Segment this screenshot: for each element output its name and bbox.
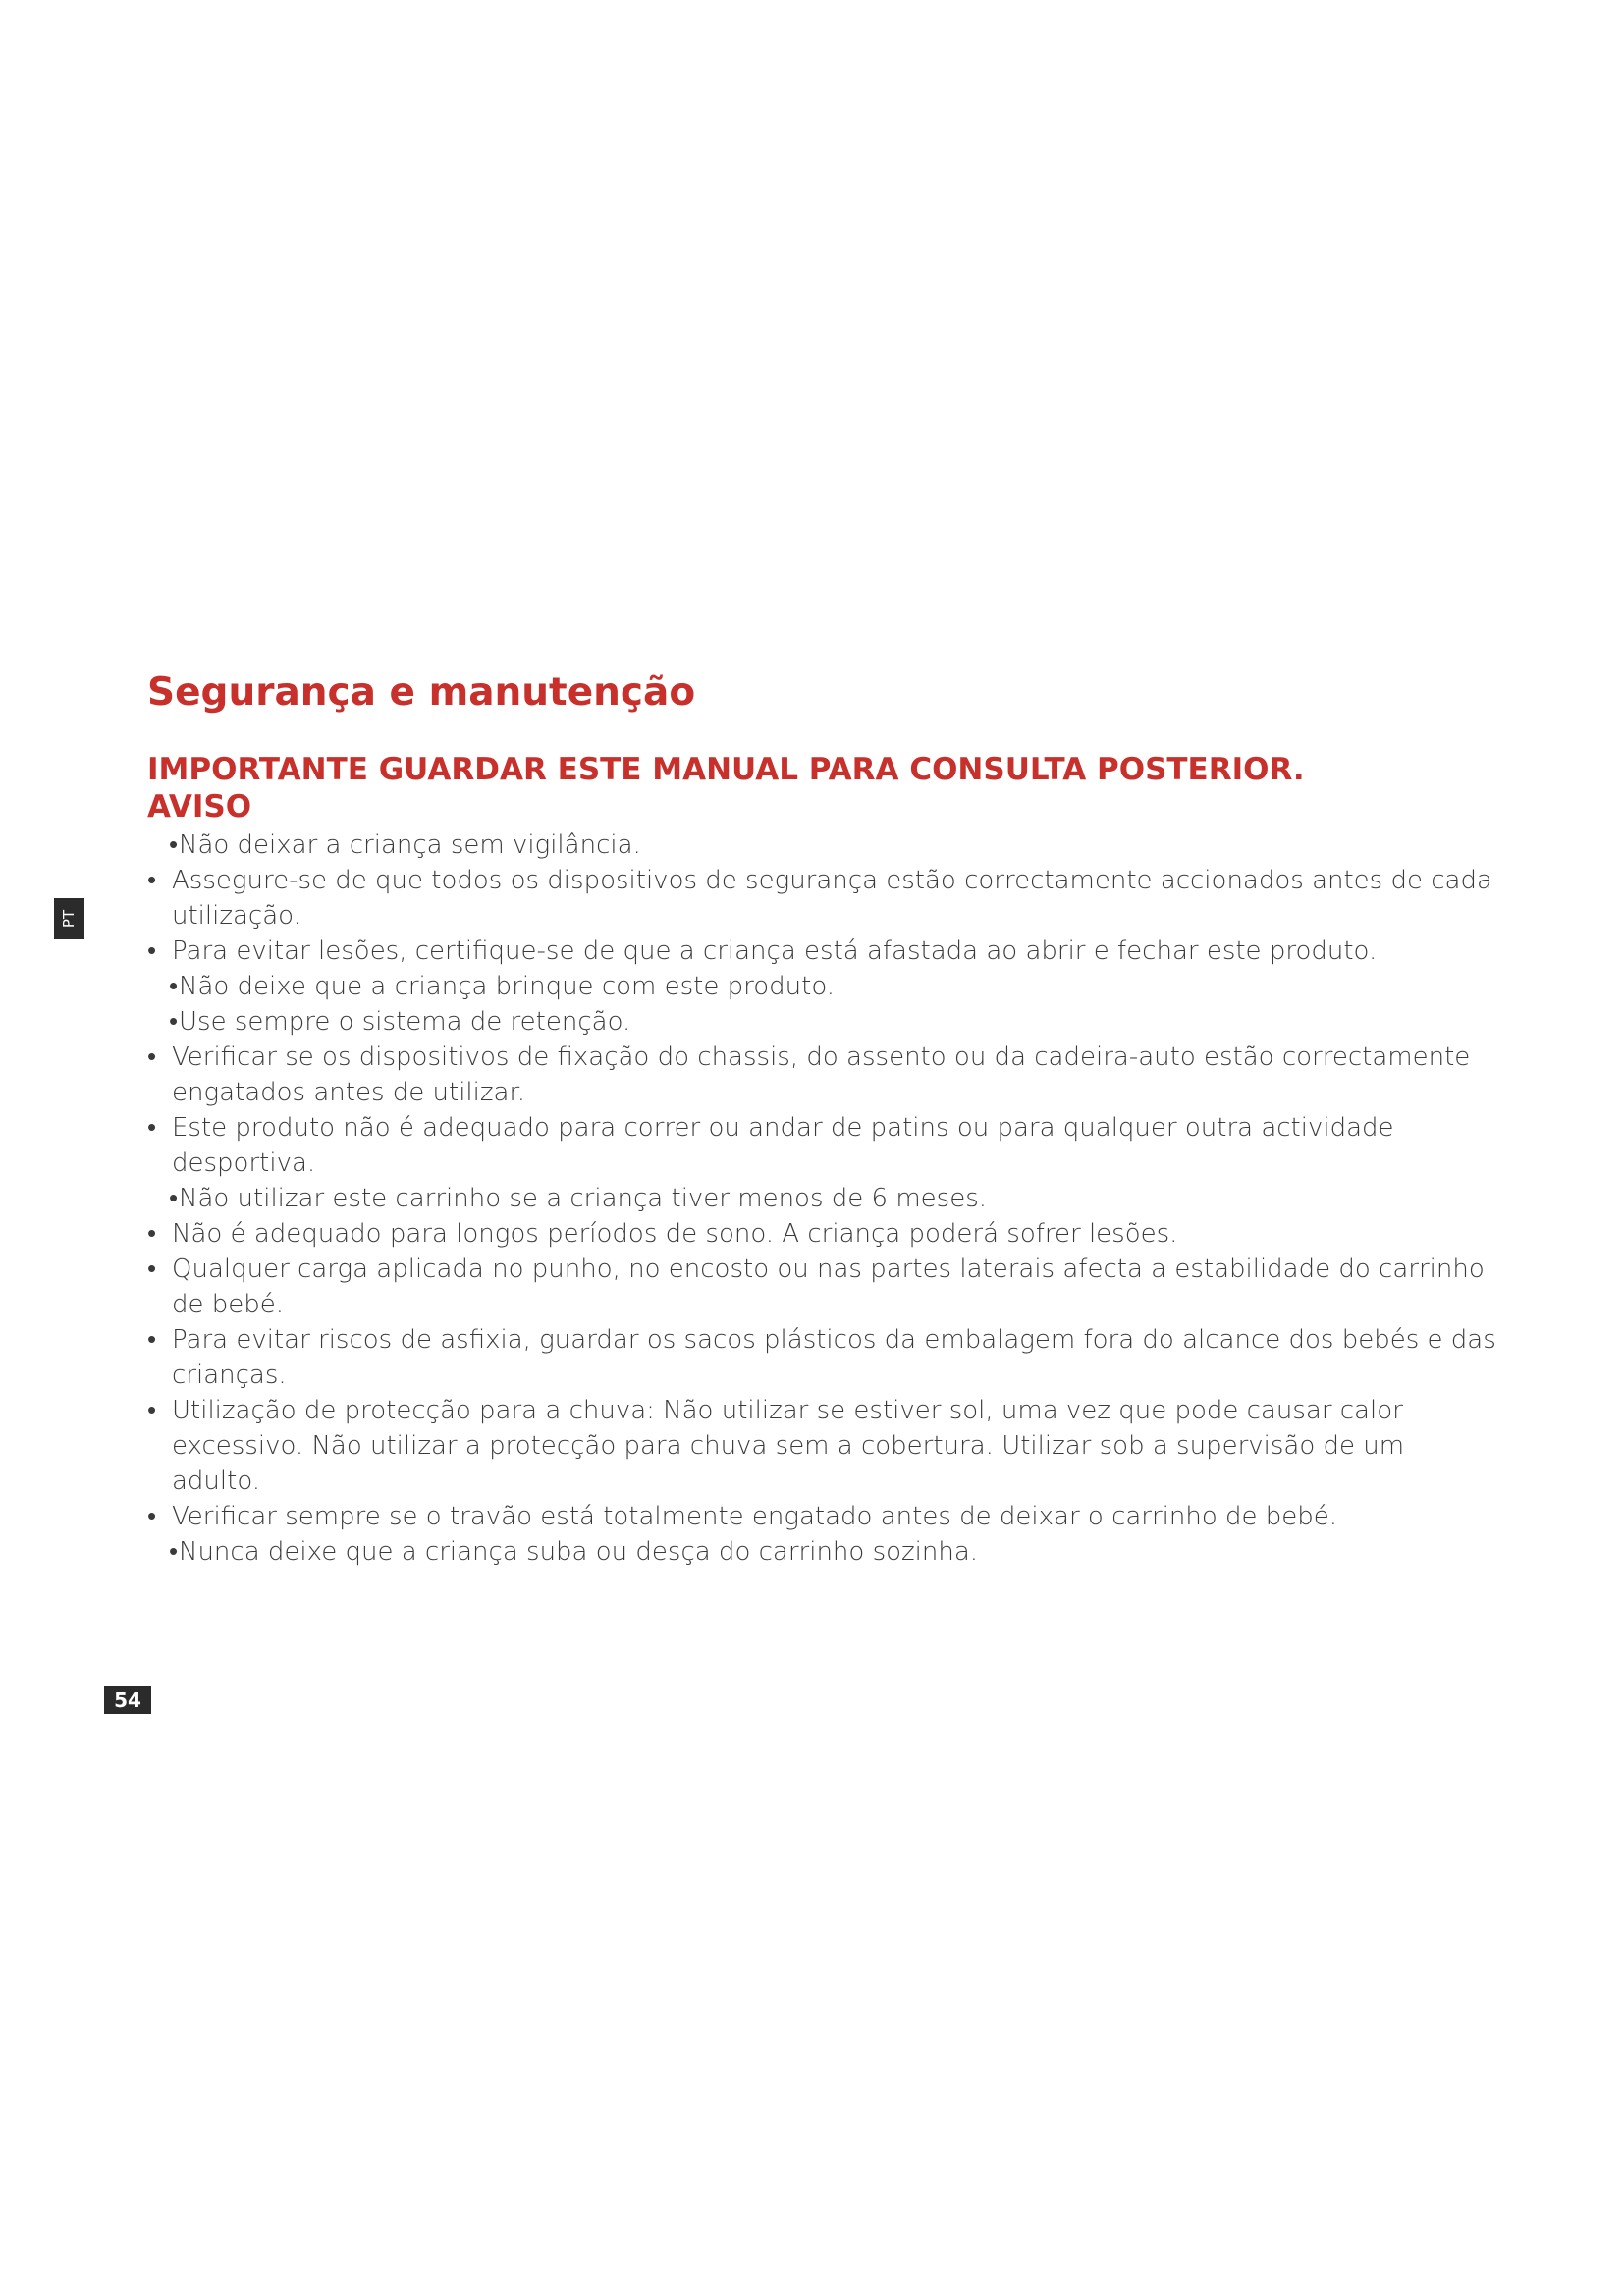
list-item-text: Para evitar lesões, certifique-se de que a criança está afastada ao abrir e fechar este produto. — [172, 936, 1378, 966]
bullet-icon: • — [147, 866, 157, 895]
list-item — [147, 1499, 1497, 1534]
list-item-text: Assegure-se de que todos os dispositivos de segurança estão correctamente accionados antes de cada utilização. — [172, 866, 1492, 931]
list-item-text: Verificar se os dispositivos de fixação do chassis, do assento ou da cadeira-auto estão correctamente engatados antes de utilizar. — [172, 1042, 1471, 1107]
bullet-icon: • — [147, 1255, 157, 1284]
list-item-text: Nunca deixe que a criança suba ou desça do carrinho sozinha. — [179, 1537, 979, 1567]
list-item-text: Para evitar riscos de asfixia, guardar os sacos plásticos da embalagem fora do alcance dos bebés e das crianças. — [172, 1325, 1496, 1390]
list-item — [147, 1322, 1497, 1393]
important-notice: IMPORTANTE GUARDAR ESTE MANUAL PARA CONSULTA POSTERIOR. — [147, 752, 1305, 787]
list-item — [147, 1216, 1497, 1252]
list-item-text: Use sempre o sistema de retenção. — [179, 1007, 631, 1037]
list-item-text: Não utilizar este carrinho se a criança tiver menos de 6 meses. — [179, 1184, 988, 1213]
list-item — [147, 1181, 1497, 1216]
list-item-text: Qualquer carga aplicada no punho, no encosto ou nas partes laterais afecta a estabilidade do carrinho de bebé. — [172, 1255, 1485, 1319]
bullet-icon: • — [169, 972, 179, 1001]
list-item — [147, 1110, 1497, 1181]
list-item-text: Verificar sempre se o travão está totalmente engatado antes de deixar o carrinho de bebé. — [172, 1502, 1338, 1531]
list-item — [147, 934, 1497, 969]
bullet-icon: • — [147, 1219, 157, 1249]
list-item — [147, 863, 1497, 934]
warning-label: AVISO — [147, 789, 252, 825]
list-item-text: Não deixar a criança sem vigilância. — [179, 830, 641, 860]
list-item — [147, 1393, 1497, 1499]
bullet-icon: • — [147, 1042, 157, 1072]
bullet-icon: • — [147, 1325, 157, 1355]
bullet-icon: • — [169, 830, 179, 860]
bullet-icon: • — [147, 1502, 157, 1531]
list-item — [147, 828, 1497, 863]
list-item-text: Não é adequado para longos períodos de sono. A criança poderá sofrer lesões. — [172, 1219, 1178, 1249]
page-title: Segurança e manutenção — [147, 670, 696, 715]
bullet-icon: • — [147, 936, 157, 966]
list-item — [147, 1040, 1497, 1110]
language-tab — [54, 898, 84, 939]
page-number: 54 — [104, 1686, 151, 1714]
bullet-icon: • — [169, 1537, 179, 1567]
list-item — [147, 1252, 1497, 1322]
bullet-icon: • — [147, 1396, 157, 1425]
list-item-text: Não deixe que a criança brinque com este produto. — [179, 972, 836, 1001]
list-item — [147, 969, 1497, 1004]
list-item-text: Este produto não é adequado para correr ou andar de patins ou para qualquer outra actividade desportiva. — [172, 1113, 1394, 1178]
language-tab-label: PT — [60, 909, 79, 929]
bullet-icon: • — [169, 1007, 179, 1037]
subheadings — [147, 751, 1305, 826]
list-item — [147, 1534, 1497, 1570]
warning-list — [147, 828, 1497, 1570]
bullet-icon: • — [169, 1184, 179, 1213]
list-item-text: Utilização de protecção para a chuva: Não utilizar se estiver sol, uma vez que pode causar calor excessivo. Não utilizar a protecção para chuva sem a cobertura. Utilizar sob a supervisão de um adulto. — [172, 1396, 1405, 1496]
bullet-icon: • — [147, 1113, 157, 1143]
list-item — [147, 1004, 1497, 1040]
